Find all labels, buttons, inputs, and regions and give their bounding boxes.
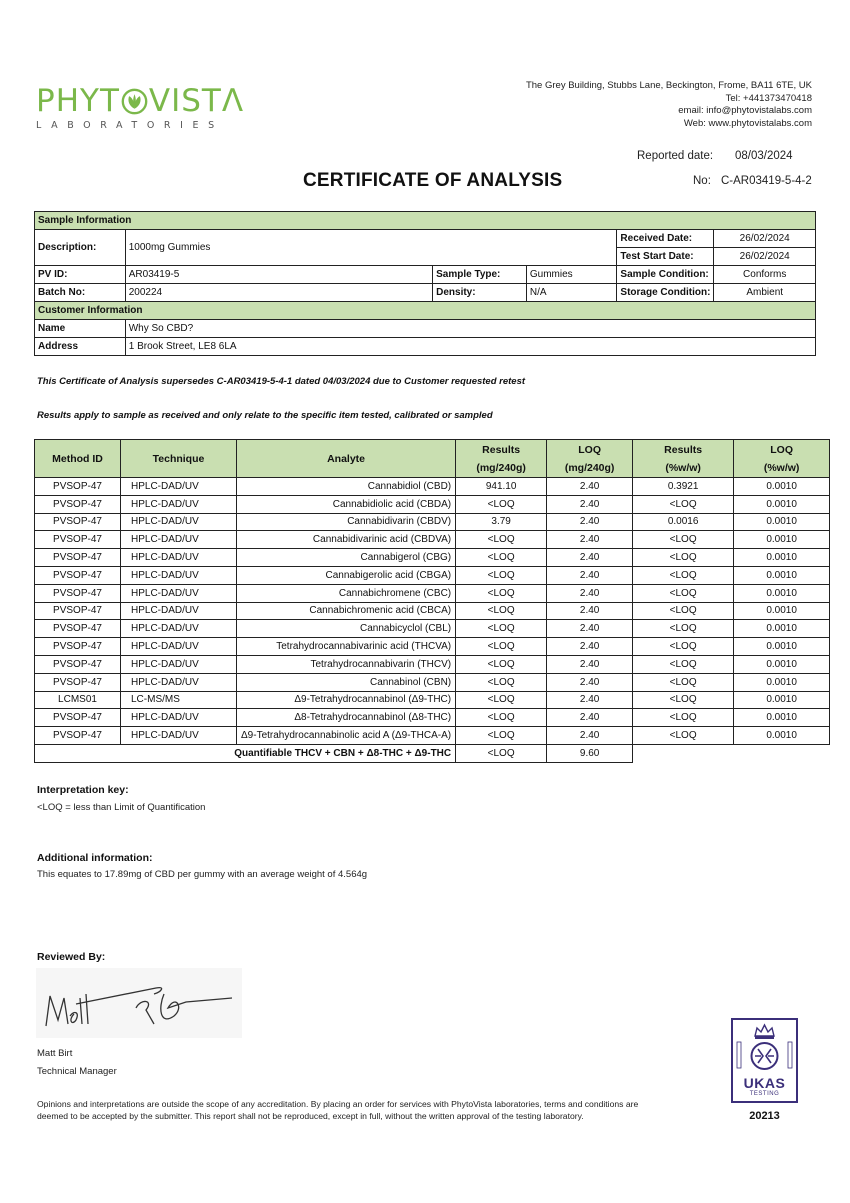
lab-phone: Tel: +441373470418 [725,92,812,104]
analyte-cell: Cannabichromene (CBC) [237,584,456,602]
table-row [35,566,830,584]
result-mg-cell: <LOQ [456,620,547,638]
disclaimer-line-2: deemed to be accepted by the submitter. This report shall not be reproduced, except in full, without the written approval of the testing laboratory. [37,1111,584,1121]
table-row [35,709,830,727]
result-mg-cell: <LOQ [456,655,547,673]
loq-mg-cell: 2.40 [547,602,633,620]
applies-note: Results apply to sample as received and only relate to the specific item tested, calibrated or sampled [37,410,493,421]
result-mg-cell: <LOQ [456,584,547,602]
reported-date-value: 08/03/2024 [735,150,793,162]
loq-pct-cell: 0.0010 [734,655,830,673]
result-mg-cell: 941.10 [456,478,547,496]
lab-website[interactable]: Web: www.phytovistalabs.com [683,117,812,129]
result-mg-cell: <LOQ [456,673,547,691]
result-mg-cell: <LOQ [456,566,547,584]
table-row [35,549,830,567]
method-id-cell: PVSOP-47 [35,709,121,727]
technique-cell: HPLC-DAD/UV [121,584,237,602]
result-pct-cell: <LOQ [633,566,734,584]
analyte-cell: Cannabigerol (CBG) [237,549,456,567]
result-pct-cell: <LOQ [633,655,734,673]
logo-text-phyt: PHYT [36,83,120,119]
method-id-cell: PVSOP-47 [35,495,121,513]
sample-condition-value: Conforms [714,266,816,284]
method-id-cell: PVSOP-47 [35,584,121,602]
technique-cell: HPLC-DAD/UV [121,620,237,638]
result-mg-cell: <LOQ [456,727,547,745]
pv-id-label: PV ID: [35,266,126,284]
storage-condition-label: Storage Condition: [617,284,714,302]
col-technique: Technique [121,440,237,478]
reviewer-role: Technical Manager [37,1066,117,1077]
ukas-number: 20213 [749,1110,780,1122]
technique-cell: HPLC-DAD/UV [121,478,237,496]
reported-date [637,150,793,162]
interpretation-heading: Interpretation key: [37,784,129,796]
technique-cell: HPLC-DAD/UV [121,513,237,531]
company-logo: PHYT VIST Λ LABORATORIES [36,83,245,131]
loq-pct-cell: 0.0010 [734,673,830,691]
density-value: N/A [526,284,617,302]
table-row [35,584,830,602]
analyte-cell: Cannabidivarinic acid (CBDVA) [237,531,456,549]
method-id-cell: PVSOP-47 [35,602,121,620]
table-row [35,727,830,745]
signature-image [36,968,242,1038]
method-id-cell: PVSOP-47 [35,513,121,531]
table-row [35,602,830,620]
analyte-cell: Cannabinol (CBN) [237,673,456,691]
certificate-number-value: C-AR03419-5-4-2 [721,175,812,187]
loq-mg-cell: 2.40 [547,566,633,584]
result-mg-cell: <LOQ [456,602,547,620]
analyte-cell: Tetrahydrocannabivarinic acid (THCVA) [237,638,456,656]
technique-cell: HPLC-DAD/UV [121,727,237,745]
lab-contact-block [526,80,812,130]
summary-empty [633,744,830,762]
customer-info-header: Customer Information [35,302,816,320]
sample-info-header: Sample Information [35,212,816,230]
supersedes-note: This Certificate of Analysis supersedes C-AR03419-5-4-1 dated 04/03/2024 due to Customer requested retest [37,376,526,387]
method-id-cell: PVSOP-47 [35,549,121,567]
table-row [35,673,830,691]
result-pct-cell: <LOQ [633,620,734,638]
lab-address: The Grey Building, Stubbs Lane, Beckington, Frome, BA11 6TE, UK [525,80,812,91]
result-mg-cell: 3.79 [456,513,547,531]
method-id-cell: PVSOP-47 [35,638,121,656]
leaf-o-icon [121,88,148,115]
table-row [35,513,830,531]
analyte-cell: Cannabidivarin (CBDV) [237,513,456,531]
technique-cell: HPLC-DAD/UV [121,673,237,691]
loq-pct-cell: 0.0010 [734,549,830,567]
table-row [35,478,830,496]
analyte-cell: Δ9-Tetrahydrocannabinol (Δ9-THC) [237,691,456,709]
received-date-label: Received Date: [617,230,714,248]
method-id-cell: PVSOP-47 [35,620,121,638]
loq-mg-cell: 2.40 [547,638,633,656]
result-pct-cell: <LOQ [633,638,734,656]
sample-type-value: Gummies [526,266,617,284]
loq-mg-cell: 2.40 [547,727,633,745]
ukas-badge [731,1018,798,1103]
col-loq-mg: LOQ (mg/240g) [547,440,633,478]
loq-mg-cell: 2.40 [547,620,633,638]
table-row [35,691,830,709]
result-pct-cell: <LOQ [633,549,734,567]
result-pct-cell: <LOQ [633,727,734,745]
analyte-cell: Cannabichromenic acid (CBCA) [237,602,456,620]
analyte-cell: Cannabicyclol (CBL) [237,620,456,638]
summary-label: Quantifiable THCV + CBN + Δ8-THC + Δ9-THC [35,744,456,762]
customer-address-label: Address [35,338,126,356]
reviewer-name: Matt Birt [37,1048,73,1059]
technique-cell: LC-MS/MS [121,691,237,709]
reviewed-by-heading: Reviewed By: [37,951,106,963]
density-label: Density: [433,284,527,302]
lab-email[interactable]: email: info@phytovistalabs.com [678,105,812,116]
technique-cell: HPLC-DAD/UV [121,495,237,513]
result-mg-cell: <LOQ [456,531,547,549]
technique-cell: HPLC-DAD/UV [121,549,237,567]
method-id-cell: PVSOP-47 [35,673,121,691]
loq-pct-cell: 0.0010 [734,691,830,709]
loq-mg-cell: 2.40 [547,549,633,567]
pv-id-value: AR03419-5 [125,266,432,284]
analyte-cell: Cannabigerolic acid (CBGA) [237,566,456,584]
loq-pct-cell: 0.0010 [734,620,830,638]
result-pct-cell: <LOQ [633,602,734,620]
loq-mg-cell: 2.40 [547,709,633,727]
page-title: CERTIFICATE OF ANALYSIS [303,170,563,191]
loq-pct-cell: 0.0010 [734,531,830,549]
col-analyte: Analyte [237,440,456,478]
technique-cell: HPLC-DAD/UV [121,602,237,620]
technique-cell: HPLC-DAD/UV [121,566,237,584]
loq-pct-cell: 0.0010 [734,727,830,745]
analyte-cell: Δ8-Tetrahydrocannabinol (Δ8-THC) [237,709,456,727]
method-id-cell: PVSOP-47 [35,727,121,745]
summary-row [35,744,830,762]
batch-no-value: 200224 [125,284,432,302]
method-id-cell: PVSOP-47 [35,566,121,584]
table-row [35,655,830,673]
loq-pct-cell: 0.0010 [734,602,830,620]
loq-pct-cell: 0.0010 [734,478,830,496]
loq-mg-cell: 2.40 [547,584,633,602]
table-row [35,495,830,513]
technique-cell: HPLC-DAD/UV [121,655,237,673]
result-pct-cell: <LOQ [633,531,734,549]
customer-name-value: Why So CBD? [125,320,815,338]
method-id-cell: PVSOP-47 [35,655,121,673]
loq-pct-cell: 0.0010 [734,513,830,531]
analyte-cell: Cannabidiolic acid (CBDA) [237,495,456,513]
col-loq-pct: LOQ (%w/w) [734,440,830,478]
method-id-cell: LCMS01 [35,691,121,709]
received-date-value: 26/02/2024 [714,230,816,248]
loq-mg-cell: 2.40 [547,478,633,496]
result-pct-cell: <LOQ [633,691,734,709]
result-pct-cell: <LOQ [633,673,734,691]
table-row [35,531,830,549]
certificate-number-label: No: [693,175,711,187]
col-results-pct: Results (%w/w) [633,440,734,478]
result-mg-cell: <LOQ [456,709,547,727]
customer-name-label: Name [35,320,126,338]
col-method-id: Method ID [35,440,121,478]
loq-pct-cell: 0.0010 [734,584,830,602]
results-table [34,439,830,763]
loq-pct-cell: 0.0010 [734,638,830,656]
reported-date-label: Reported date: [637,150,714,162]
loq-pct-cell: 0.0010 [734,709,830,727]
technique-cell: HPLC-DAD/UV [121,709,237,727]
result-pct-cell: 0.3921 [633,478,734,496]
sample-type-label: Sample Type: [433,266,527,284]
ukas-crown-icon [733,1020,796,1078]
description-value: 1000mg Gummies [125,230,617,266]
batch-no-label: Batch No: [35,284,126,302]
method-id-cell: PVSOP-47 [35,531,121,549]
customer-address-value: 1 Brook Street, LE8 6LA [125,338,815,356]
test-start-date-value: 26/02/2024 [714,248,816,266]
ukas-sublabel: TESTING [749,1091,780,1097]
result-pct-cell: 0.0016 [633,513,734,531]
ukas-label: UKAS [743,1075,786,1091]
logo-subtitle: LABORATORIES [36,120,224,131]
result-pct-cell: <LOQ [633,709,734,727]
method-id-cell: PVSOP-47 [35,478,121,496]
signature-icon [36,968,242,1038]
disclaimer-footer [37,1098,727,1122]
summary-loq-mg: 9.60 [547,744,633,762]
analyte-cell: Δ9-Tetrahydrocannabinolic acid A (Δ9-THCA-A) [237,727,456,745]
result-mg-cell: <LOQ [456,638,547,656]
result-mg-cell: <LOQ [456,691,547,709]
result-mg-cell: <LOQ [456,495,547,513]
loq-pct-cell: 0.0010 [734,495,830,513]
loq-mg-cell: 2.40 [547,495,633,513]
test-start-date-label: Test Start Date: [617,248,714,266]
technique-cell: HPLC-DAD/UV [121,638,237,656]
logo-text-vista: VIST [148,83,222,119]
summary-result-mg: <LOQ [456,744,547,762]
table-row [35,620,830,638]
sample-info-table [34,211,816,356]
loq-mg-cell: 2.40 [547,513,633,531]
result-pct-cell: <LOQ [633,495,734,513]
col-results-mg: Results (mg/240g) [456,440,547,478]
analyte-cell: Cannabidiol (CBD) [237,478,456,496]
storage-condition-value: Ambient [714,284,816,302]
loq-mg-cell: 2.40 [547,531,633,549]
interpretation-text: <LOQ = less than Limit of Quantification [37,802,206,813]
additional-info-heading: Additional information: [37,852,153,864]
certificate-number [693,175,812,187]
loq-mg-cell: 2.40 [547,655,633,673]
sample-condition-label: Sample Condition: [617,266,714,284]
result-pct-cell: <LOQ [633,584,734,602]
loq-pct-cell: 0.0010 [734,566,830,584]
loq-mg-cell: 2.40 [547,673,633,691]
results-body [35,478,830,763]
result-mg-cell: <LOQ [456,549,547,567]
additional-info-text: This equates to 17.89mg of CBD per gummy with an average weight of 4.564g [37,869,368,880]
loq-mg-cell: 2.40 [547,691,633,709]
table-row [35,638,830,656]
description-label: Description: [35,230,126,266]
technique-cell: HPLC-DAD/UV [121,531,237,549]
disclaimer-line-1: Opinions and interpretations are outside the scope of any accreditation. By placing an order for services with PhytoVista laboratories, terms and conditions are [37,1099,639,1109]
analyte-cell: Tetrahydrocannabivarin (THCV) [237,655,456,673]
